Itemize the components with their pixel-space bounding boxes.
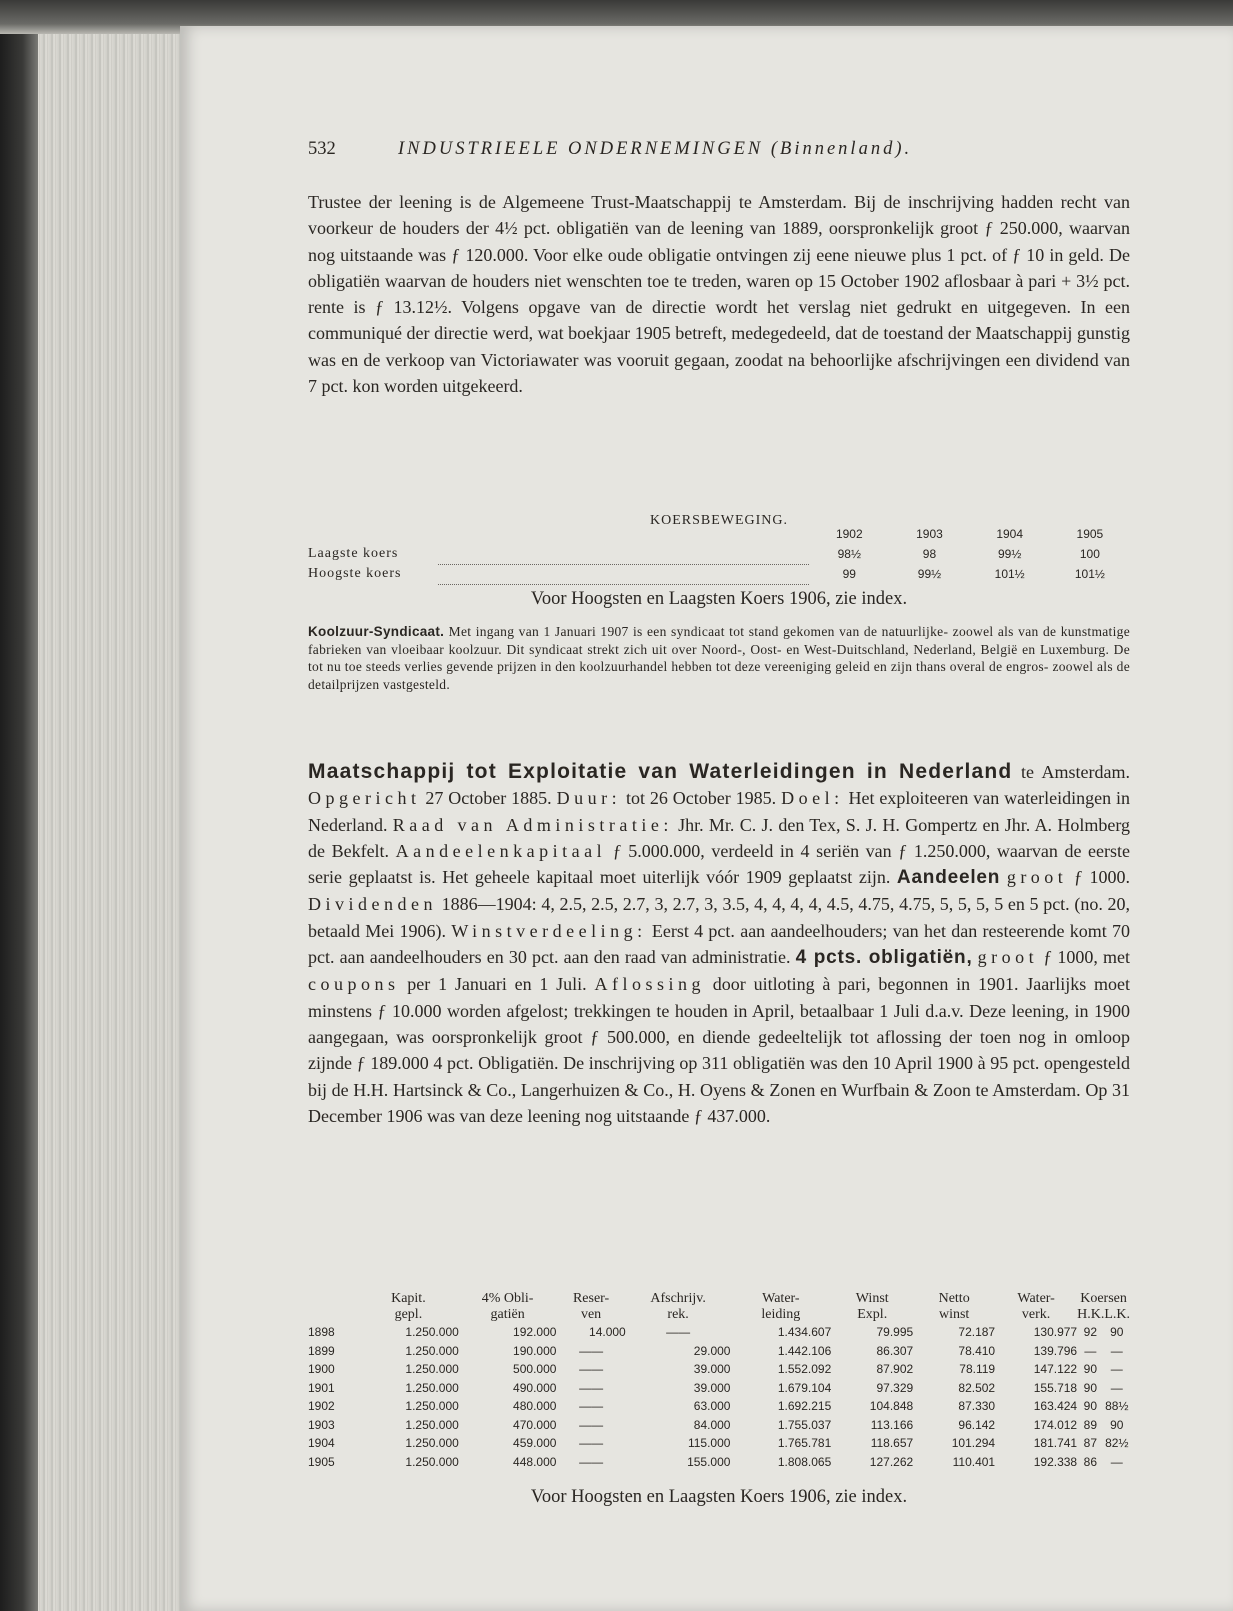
- table-cell: 87.902: [876, 1362, 914, 1376]
- table-cell: 39.000: [693, 1362, 731, 1376]
- dividenden-label: Dividenden: [308, 894, 437, 915]
- value-cell: 101½: [1074, 567, 1105, 581]
- column-header-line: ven: [580, 1307, 602, 1322]
- column-header-line: winst: [938, 1307, 970, 1322]
- table-row: [308, 1397, 1130, 1416]
- table-cell: —: [1110, 1380, 1123, 1395]
- company-name: Maatschappij tot Exploitatie van Waterleidingen in Nederland: [308, 760, 1013, 783]
- table-cell: 79.995: [876, 1325, 914, 1339]
- table-row: [308, 1453, 1130, 1472]
- table-cell: 88½: [1105, 1399, 1129, 1413]
- table-cell: 155.718: [1033, 1380, 1078, 1395]
- table-cell: 104.848: [869, 1399, 914, 1413]
- table-row: [308, 1379, 1130, 1398]
- leader-dots: [438, 558, 809, 578]
- page-number: 532: [308, 139, 336, 159]
- value-cell: 98½: [837, 547, 861, 561]
- table-row: [308, 1360, 1130, 1379]
- column-header-line: Reser-: [572, 1291, 610, 1306]
- column-header-line: leiding: [761, 1307, 801, 1322]
- table-cell: 86.307: [876, 1343, 914, 1358]
- column-header: [995, 1291, 1077, 1323]
- table-cell: 63.000: [693, 1399, 731, 1413]
- column-header-line: H.K.L.K.: [1077, 1307, 1130, 1322]
- kapitaal-value: ƒ 5.000.000, verdeeld in 4 seriën van ƒ 1.250.000, waarvan de eerste serie geplaatst is. Het geheele kapitaal moet uiterlijk vóór 1909 geplaatst zijn.: [308, 840, 1130, 888]
- kapitaal-label: Aandeelenkapitaal: [395, 840, 607, 861]
- koolzuur-section: [308, 623, 1130, 693]
- table-row: [308, 1416, 1130, 1435]
- column-header: [556, 1291, 625, 1323]
- table-cell: 82.502: [958, 1380, 996, 1395]
- table-cell: 87: [1083, 1436, 1097, 1450]
- column-header-line: gatiën: [490, 1307, 525, 1322]
- table-cell: 90: [1083, 1399, 1097, 1413]
- column-header-line: Winst: [855, 1291, 889, 1306]
- koersbeweging-title: KOERSBEWEGING.: [649, 513, 789, 528]
- value-cell: 99½: [917, 567, 942, 581]
- table-cell: 84.000: [693, 1417, 731, 1432]
- table-row: [308, 1342, 1130, 1361]
- column-header-line: Koersen: [1080, 1291, 1127, 1306]
- table-cell: 1.250.000: [405, 1399, 459, 1413]
- table-cell: 190.000: [513, 1343, 557, 1358]
- table-cell: 72.187: [958, 1325, 996, 1339]
- table-cell: 1.250.000: [405, 1362, 459, 1376]
- table-cell: 127.262: [869, 1454, 914, 1469]
- column-header: [1077, 1291, 1130, 1323]
- year-cell: 1903: [308, 1417, 335, 1432]
- table-cell: 86: [1083, 1454, 1097, 1469]
- table-cell: 1.250.000: [405, 1343, 459, 1358]
- year-cell: 1903: [916, 527, 943, 541]
- column-header: [831, 1291, 913, 1323]
- table-cell: ——: [579, 1417, 604, 1432]
- column-header-line: Afschrijv.: [650, 1291, 706, 1306]
- trustee-paragraph: Trustee der leening is de Algemeene Trust-Maatschappij te Amsterdam. Bij de inschrijving hadden recht van voorkeur de houders der 4½ pct. obligatiën van de leening van 1889, oorspronkelijk groot ƒ 250.000, waarvan nog uitstaande was ƒ 120.000. Voor elke oude obligatie ontvingen zij eene nieuwe plus 1 pct. of ƒ 10 in geld. De obligatiën waarvan de houders niet wenschten toe te treden, waren op 15 October 1902 aflosbaar à pari + 3½ pct. rente is ƒ 13.12½. Volgens opgave van de directie wordt het verslag niet gedrukt en uitgegeven. In een communiqué der directie werd, wat boekjaar 1905 betreft, medegedeeld, dat de toestand der Maatschappij gunstig was en de verkoop van Victoriawater was vooruit gegaan, zoodat na behoorlijke afschrijvingen een dividend van 7 pct. kon worden uitgekeerd.: [308, 192, 1130, 397]
- table-cell: —: [1110, 1343, 1123, 1358]
- table-cell: 1.434.607: [777, 1325, 832, 1339]
- groot2-label: groot: [977, 947, 1039, 968]
- table-cell: 1.808.065: [777, 1454, 832, 1469]
- table-cell: 1.250.000: [405, 1454, 459, 1469]
- column-header: [308, 1291, 358, 1323]
- column-header: [913, 1291, 995, 1323]
- table-cell: ——: [579, 1380, 604, 1395]
- year-cell: 1901: [308, 1380, 335, 1395]
- table-cell: 1.250.000: [405, 1436, 459, 1450]
- company-location: te Amsterdam.: [1021, 762, 1130, 782]
- table-cell: 113.166: [870, 1417, 914, 1432]
- table-cell: ——: [579, 1343, 604, 1358]
- table-cell: —: [1110, 1454, 1123, 1469]
- table-cell: 78.410: [958, 1343, 996, 1358]
- leader-dots: [438, 538, 809, 558]
- index-note-1: Voor Hoogsten en Laagsten Koers 1906, zie index.: [530, 589, 908, 609]
- winstverdeeling-value: Eerst 4 pct. aan aandeelhouders; van het dan resteerende komt 70 pct. aan aandeelhouders en 30 pct. aan den raad van administratie.: [308, 920, 1131, 968]
- table-cell: 147.122: [1033, 1362, 1078, 1376]
- table-cell: 1.679.104: [777, 1380, 832, 1395]
- column-header-line: Netto: [938, 1291, 970, 1306]
- duur-value: tot 26 October 1985.: [625, 788, 777, 809]
- year-cell: 1905: [1076, 527, 1104, 541]
- raad-value: Jhr. Mr. C. J. den Tex, S. J. H. Gompertz en Jhr. A. Holmberg de Bekfelt.: [308, 814, 1131, 861]
- koolzuur-text: Met ingang van 1 Januari 1907 is een syndicaat tot stand gekomen van de natuurlijke- zoowel als van de kunstmatige fabrieken van vloeibaar koolzuur. Dit syndicaat strekt zich uit over Noord-, Oost- en West-Duitschland, Nederland, België en Luxemburg. De tot nu toe steeds verlies gevende prijzen in den koolzuurhandel hebben tot deze vereeniging geleid en zijn thans overal de engros- zoowel als de detailprijzen vastgesteld.: [308, 624, 1130, 692]
- table-cell: 29.000: [693, 1343, 731, 1358]
- raad-label: Raad van Administratie:: [392, 814, 673, 835]
- column-header-line: Water-: [1017, 1291, 1055, 1306]
- table-cell: 155.000: [687, 1454, 731, 1469]
- table-cell: 1.250.000: [405, 1417, 459, 1432]
- year-cell: 1904: [996, 527, 1024, 541]
- table-cell: 1.692.215: [777, 1399, 832, 1413]
- table-cell: 118.657: [870, 1436, 914, 1450]
- table-cell: 500.000: [513, 1362, 557, 1376]
- column-header-line: Water-: [762, 1291, 800, 1306]
- table-cell: 490.000: [513, 1380, 557, 1395]
- table-cell: 89: [1083, 1417, 1097, 1432]
- table-cell: ——: [579, 1399, 604, 1413]
- aflossing-label: Aflossing: [594, 974, 705, 995]
- table-cell: 96.142: [958, 1417, 996, 1432]
- index-note-2: Voor Hoogsten en Laagsten Koers 1906, zie index.: [530, 1487, 908, 1507]
- table-row: [308, 1323, 1130, 1342]
- coupons-value: per 1 Januari en 1 Juli.: [407, 974, 587, 995]
- table-cell: 87.330: [958, 1399, 996, 1413]
- column-header-line: gepl.: [394, 1307, 423, 1322]
- column-header: [730, 1291, 831, 1323]
- column-header-line: rek.: [667, 1307, 689, 1322]
- opgericht-label: Opgericht: [308, 788, 421, 809]
- koersbeweging-table: [308, 524, 1130, 585]
- table-cell: —: [1110, 1362, 1123, 1376]
- year-cell: 1899: [308, 1343, 335, 1358]
- table-cell: 130.977: [1033, 1325, 1078, 1339]
- year-cell: 1900: [308, 1362, 335, 1376]
- year-cell: 1902: [835, 527, 863, 541]
- table-cell: 192.338: [1033, 1454, 1078, 1469]
- table-cell: 14.000: [589, 1325, 626, 1339]
- table-cell: 90: [1110, 1417, 1124, 1432]
- table-cell: 459.000: [513, 1436, 557, 1450]
- doel-value: Het exploiteeren van waterleidingen in Nederland.: [308, 788, 1130, 835]
- table-cell: 1.250.000: [405, 1380, 459, 1395]
- doel-label: Doel:: [781, 788, 844, 809]
- table-cell: 163.424: [1033, 1399, 1078, 1413]
- column-header-line: Expl.: [857, 1307, 888, 1322]
- financial-table-body: [308, 1323, 1130, 1471]
- value-cell: 99½: [997, 547, 1022, 561]
- table-cell: 110.401: [952, 1454, 996, 1469]
- obligatien-label: 4 pcts. obligatiën,: [795, 947, 973, 969]
- table-cell: 82½: [1105, 1436, 1129, 1450]
- table-cell: 139.796: [1033, 1343, 1078, 1358]
- coupons-label: coupons: [308, 974, 400, 995]
- winstverdeeling-label: Winstverdeeling:: [451, 920, 647, 941]
- value-cell: 100: [1079, 547, 1100, 561]
- table-cell: 90: [1083, 1380, 1097, 1395]
- table-cell: 97.329: [876, 1380, 914, 1395]
- value-cell: 98: [922, 547, 937, 561]
- aandeelen-label: Aandeelen: [896, 867, 1001, 889]
- koolzuur-title: Koolzuur-Syndicaat.: [308, 624, 445, 639]
- column-header: [626, 1291, 731, 1323]
- financial-table-header: [308, 1291, 1130, 1323]
- table-cell: ——: [666, 1325, 691, 1339]
- table-cell: 39.000: [693, 1380, 731, 1395]
- table-cell: 101.294: [951, 1436, 996, 1450]
- table-cell: 470.000: [513, 1417, 557, 1432]
- value-cell: 99: [842, 567, 856, 581]
- obligatien-value: ƒ 1000, met: [1043, 947, 1131, 968]
- column-header: [358, 1291, 459, 1323]
- book-page: [180, 26, 1233, 1611]
- table-cell: 174.012: [1033, 1417, 1078, 1432]
- financial-table: [308, 1291, 1130, 1471]
- table-cell: 192.000: [513, 1325, 557, 1339]
- value-cell: 101½: [994, 567, 1025, 581]
- row-label: Hoogste koers: [308, 566, 402, 581]
- table-cell: ——: [579, 1436, 604, 1450]
- table-cell: 78.119: [959, 1362, 996, 1376]
- table-cell: 448.000: [513, 1454, 557, 1469]
- table-cell: 1.552.092: [777, 1362, 832, 1376]
- running-title: INDUSTRIEELE ONDERNEMINGEN (Binnenland).: [398, 139, 913, 159]
- table-cell: 92: [1083, 1325, 1097, 1339]
- column-header-line: 4% Obli-: [481, 1291, 534, 1306]
- duur-label: Duur:: [556, 788, 622, 809]
- aflossing-value: door uitloting à pari, begonnen in 1901. Jaarlijks moet minstens ƒ 10.000 worden afgelost; trekkingen te houden in April, betaalbaar 1 Juli d.a.v. Deze leening, in 1900 aangegaan, was oorspronkelijk groot ƒ 500.000, en diende gedeeltelijk tot aflossing der toen nog in omloop zijnde ƒ 189.000 4 pct. Obligatiën. De inschrijving op 311 obligatiën was den 10 April 1900 à 95 pct. opengesteld bij de H.H. Hartsinck & Co., Langerhuizen & Co., H. Oyens & Zonen en Wurfbain & Zoon te Amsterdam. Op 31 December 1906 was van deze leening nog uitstaande ƒ 437.000.: [308, 974, 1131, 1126]
- aandeelen-value: ƒ 1000.: [1073, 867, 1130, 888]
- table-cell: 1.442.106: [777, 1343, 832, 1358]
- dividenden-value: 1886—1904: 4, 2.5, 2.5, 2.7, 3, 2.7, 3, 3.5, 4, 4, 4, 4, 4.5, 4.75, 4.75, 5, 5, 5, 5 en 5 pct. (no. 20, betaald Mei 1906).: [308, 894, 1131, 941]
- table-cell: ——: [579, 1454, 604, 1469]
- year-cell: 1902: [308, 1399, 335, 1413]
- table-cell: 1.250.000: [405, 1325, 459, 1339]
- column-header-line: verk.: [1021, 1307, 1051, 1322]
- table-cell: ——: [579, 1362, 604, 1376]
- column-header-line: Kapit.: [391, 1291, 426, 1306]
- table-cell: 90: [1110, 1325, 1124, 1339]
- table-cell: 1.755.037: [777, 1417, 832, 1432]
- table-cell: 181.741: [1033, 1436, 1078, 1450]
- table-cell: —: [1084, 1343, 1097, 1358]
- year-cell: 1905: [308, 1454, 335, 1469]
- table-cell: 480.000: [513, 1399, 557, 1413]
- table-cell: 1.765.781: [777, 1436, 832, 1450]
- opgericht-value: 27 October 1885.: [425, 788, 552, 809]
- column-header: [459, 1291, 557, 1323]
- book-spine-shadow: [0, 0, 38, 1611]
- table-cell: 90: [1083, 1362, 1097, 1376]
- maatschappij-section: [308, 759, 1130, 1129]
- row-label: Laagste koers: [308, 546, 399, 561]
- groot-label: groot: [1006, 867, 1068, 888]
- table-row: [308, 1434, 1130, 1453]
- koersbeweging-row-hoogste: [308, 564, 1130, 584]
- year-cell: 1904: [308, 1436, 335, 1450]
- table-cell: 115.000: [687, 1436, 731, 1450]
- year-cell: 1898: [308, 1325, 335, 1339]
